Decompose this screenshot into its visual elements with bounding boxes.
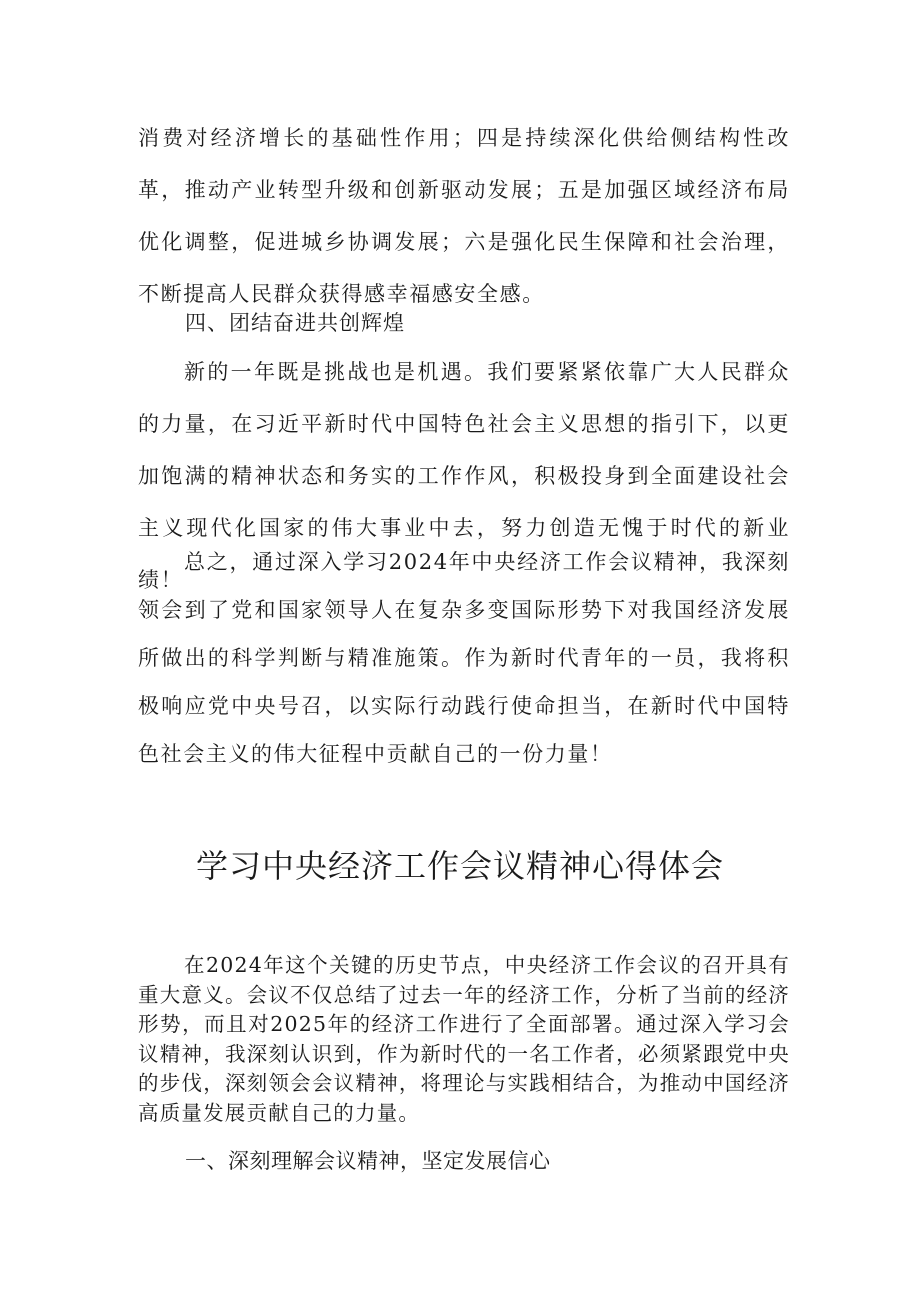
- section-four-paragraph: 新的一年既是挑战也是机遇。我们要紧紧依靠广大人民群众的力量，在习近平新时代中国特色社会主义思想的指引下，以更加饱满的精神状态和务实的工作作风，积极投身到全面建设社会主义现代化国家的伟大事业中去，努力创造无愧于时代的新业绩！: [138, 360, 790, 592]
- conclusion-paragraph: 总之，通过深入学习2024年中央经济工作会议精神，我深刻领会到了党和国家领导人在复杂多变国际形势下对我国经济发展所做出的科学判断与精准施策。作为新时代青年的一员，我将积极响应党中央号召，以实际行动践行使命担当，在新时代中国特色社会主义的伟大征程中贡献自己的一份力量！: [138, 550, 790, 766]
- section-four-heading: 四、团结奋进共创辉煌: [185, 311, 405, 335]
- second-article-title: 学习中央经济工作会议精神心得体会: [195, 847, 724, 885]
- paragraph-continuation: 消费对经济增长的基础性作用；四是持续深化供给侧结构性改革，推动产业转型升级和创新驱动发展；五是加强区域经济布局优化调整，促进城乡协调发展；六是强化民生保障和社会治理，不断提高人民群众获得感幸福感安全感。: [138, 126, 790, 306]
- second-article-intro: 在2024年这个关键的历史节点，中央经济工作会议的召开具有重大意义。会议不仅总结了过去一年的经济工作，分析了当前的经济形势，而且对2025年的经济工作进行了全面部署。通过深入学习会议精神，我深刻认识到，作为新时代的一名工作者，必须紧跟党中央的步伐，深刻领会会议精神，将理论与实践相结合，为推动中国经济高质量发展贡献自己的力量。: [138, 953, 790, 1125]
- second-article-section-one-heading: 一、深刻理解会议精神，坚定发展信心: [185, 1149, 551, 1173]
